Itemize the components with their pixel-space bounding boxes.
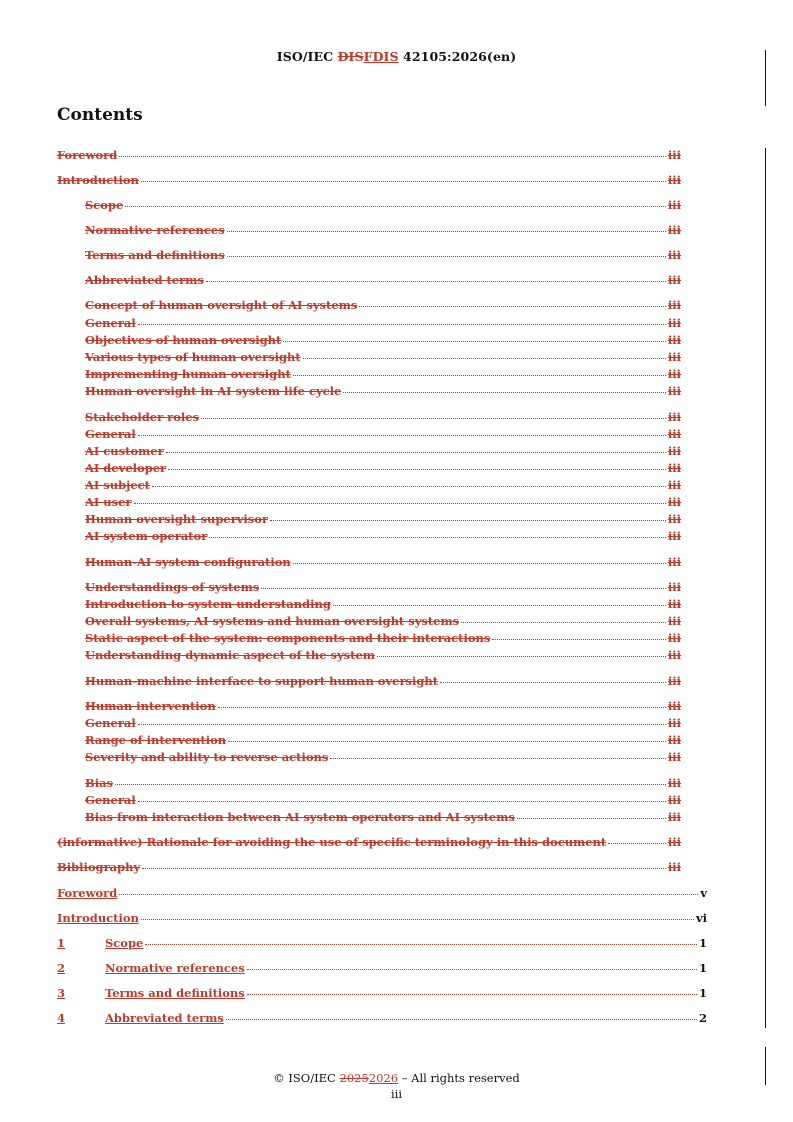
toc-entry-deleted[interactable] (57, 350, 681, 364)
dot-leader (138, 715, 666, 725)
dot-leader (119, 885, 698, 895)
toc-entry-label: Human-machine interface to support human oversight (85, 674, 439, 688)
toc-entry-page: iii (667, 860, 681, 874)
header-suffix: 42105:2026(en) (398, 49, 517, 64)
toc-entry-label: Imprementing human oversight (85, 367, 291, 381)
dot-leader (134, 494, 666, 504)
dot-leader (201, 409, 666, 419)
change-bar (765, 50, 766, 106)
toc-entry-page: iii (667, 555, 681, 569)
toc-entry-deleted[interactable] (57, 427, 681, 441)
toc-entry-deleted[interactable] (57, 597, 681, 611)
toc-entry-page: iii (667, 410, 681, 424)
copyright-inserted-year: 2026 (368, 1071, 399, 1085)
toc-entry-page: iii (667, 835, 681, 849)
toc-entry-label: (informative) Rationale for avoiding the use of specific terminology in this document (57, 835, 607, 849)
toc-entry-label: Bibliography (57, 860, 141, 874)
toc-entry-page: iii (667, 478, 681, 492)
change-bar (765, 148, 766, 1028)
toc-entry-page: iii (667, 674, 681, 688)
dot-leader (138, 792, 666, 802)
toc-entry-label: Human-AI system configuration (85, 555, 291, 569)
dot-leader (261, 579, 666, 589)
toc-entry-page: iii (667, 223, 681, 237)
toc-entry-page: 1 (698, 986, 707, 1000)
toc-entry-page: vi (695, 911, 707, 925)
toc-entry-label: Introduction to system understanding (85, 597, 331, 611)
document-footer (0, 1071, 793, 1101)
toc-entry-label: AI subject (85, 478, 150, 492)
toc-entry-page: iii (667, 248, 681, 262)
dot-leader (293, 554, 666, 564)
toc-entry-label: Understandings of systems (85, 580, 260, 594)
toc-entry-page: v (700, 886, 707, 900)
dot-leader (247, 985, 697, 995)
dot-leader (461, 613, 666, 623)
toc-entry-inserted[interactable] (57, 911, 707, 925)
toc-entry-deleted[interactable] (57, 316, 681, 330)
toc-entry-deleted[interactable] (57, 273, 681, 287)
toc-entry-page: iii (667, 716, 681, 730)
dot-leader (283, 332, 666, 342)
toc-entry-label: General (85, 316, 136, 330)
dot-leader (343, 383, 666, 393)
toc-entry-deleted[interactable] (57, 614, 681, 628)
dot-leader (166, 443, 666, 453)
toc-entry-page: iii (667, 750, 681, 764)
toc-entry-page: iii (667, 580, 681, 594)
toc-entry-label: Foreword (57, 886, 118, 900)
header-inserted-text: FDIS (363, 49, 399, 64)
dot-leader (247, 960, 697, 970)
copyright-deleted-year: 2025 (339, 1071, 369, 1085)
toc-entry-page: iii (667, 367, 681, 381)
toc-entry-deleted[interactable] (57, 384, 681, 398)
dot-leader (377, 647, 666, 657)
toc-entry-page: iii (667, 793, 681, 807)
toc-entry-inserted[interactable] (57, 886, 707, 900)
toc-entry-page: iii (667, 631, 681, 645)
toc-entry-deleted[interactable] (57, 793, 681, 807)
dot-leader (218, 698, 666, 708)
toc-entry-page: iii (667, 333, 681, 347)
toc-entry-deleted[interactable] (57, 173, 681, 187)
dot-leader (115, 775, 666, 785)
header-prefix: ISO/IEC (276, 49, 338, 64)
toc-entry-label: Scope (85, 198, 124, 212)
document-header (0, 49, 793, 64)
toc-entry-page: 1 (698, 936, 707, 950)
copyright-line (0, 1071, 793, 1085)
dot-leader (227, 247, 666, 257)
toc-entry-page: iii (667, 316, 681, 330)
section-number: 4 (57, 1011, 66, 1025)
dot-leader (359, 297, 666, 307)
toc-entry-label: Static aspect of the system: components and their interactions (85, 631, 491, 645)
header-deleted-text: DIS (337, 49, 364, 64)
toc-entry-deleted[interactable] (57, 648, 681, 662)
toc-entry-page: iii (667, 173, 681, 187)
toc-entry-deleted[interactable] (57, 298, 681, 312)
toc-entry-deleted[interactable] (57, 529, 681, 543)
section-number: 1 (57, 936, 66, 950)
toc-entry-deleted[interactable] (57, 478, 681, 492)
dot-leader (440, 673, 666, 683)
toc-entry-page: iii (667, 495, 681, 509)
toc-entry-deleted[interactable] (57, 444, 681, 458)
toc-entry-label: AI user (85, 495, 132, 509)
toc-entry-label: Foreword (57, 148, 118, 162)
toc-entry-label: AI customer (85, 444, 164, 458)
dot-leader (226, 1010, 697, 1020)
dot-leader (293, 366, 666, 376)
toc-entry-label: Human oversight in AI system life cycle (85, 384, 342, 398)
toc-entry-label: General (85, 716, 136, 730)
dot-leader (227, 222, 666, 232)
toc-entry-deleted[interactable] (57, 555, 681, 569)
toc-entry-label: Objectives of human oversight (85, 333, 282, 347)
toc-entry-page: iii (667, 350, 681, 364)
toc-entry-label: General (85, 793, 136, 807)
toc-entry-label: Abbreviated terms (85, 273, 204, 287)
toc-entry-deleted[interactable] (57, 750, 681, 764)
toc-entry-deleted[interactable] (57, 733, 681, 747)
toc-entry-label: Bias from interaction between AI system operators and AI systems (85, 810, 515, 824)
toc-entry-label: General (85, 427, 136, 441)
toc-entry-deleted[interactable] (57, 248, 681, 262)
toc-entry-deleted[interactable] (57, 495, 681, 509)
toc-entry-label: Stakeholder roles (85, 410, 200, 424)
toc-entry-label: AI developer (85, 461, 167, 475)
toc-entry-page: iii (667, 810, 681, 824)
toc-entry-label: Concept of human oversight of AI systems (85, 298, 358, 312)
toc-entry-page: iii (667, 148, 681, 162)
toc-entry-label: Abbreviated terms (105, 1011, 224, 1025)
toc-entry-page: iii (667, 776, 681, 790)
toc-entry-page: iii (667, 461, 681, 475)
dot-leader (168, 460, 666, 470)
toc-entry-page: iii (667, 384, 681, 398)
dot-leader (119, 147, 666, 157)
toc-entry-deleted[interactable] (57, 410, 681, 424)
toc-entry-label: Terms and definitions (105, 986, 245, 1000)
toc-entry-deleted[interactable] (57, 860, 681, 874)
dot-leader (270, 511, 666, 521)
toc-entry-label: Terms and definitions (85, 248, 225, 262)
dot-leader (138, 426, 666, 436)
section-number: 2 (57, 961, 66, 975)
toc-entry-deleted[interactable] (57, 716, 681, 730)
toc-entry-deleted[interactable] (57, 198, 681, 212)
toc-entry-page: 2 (698, 1011, 707, 1025)
toc-entry-label: Overall systems, AI systems and human oversight systems (85, 614, 460, 628)
toc-entry-deleted[interactable] (57, 333, 681, 347)
dot-leader (141, 910, 694, 920)
toc-entry-page: iii (667, 444, 681, 458)
section-number: 3 (57, 986, 66, 1000)
dot-leader (152, 477, 666, 487)
toc-entry-deleted[interactable] (57, 223, 681, 237)
toc-entry-label: Normative references (105, 961, 245, 975)
dot-leader (228, 732, 666, 742)
dot-leader (209, 528, 666, 538)
toc-entry-deleted[interactable] (57, 580, 681, 594)
toc-entry-deleted[interactable] (57, 461, 681, 475)
toc-entry-page: iii (667, 427, 681, 441)
copyright-prefix: © ISO/IEC (273, 1071, 340, 1085)
toc-entry-inserted[interactable] (57, 1011, 707, 1025)
dot-leader (517, 809, 666, 819)
page-number: iii (390, 1087, 403, 1101)
toc-entry-deleted[interactable] (57, 148, 681, 162)
toc-entry-label: Introduction (57, 173, 139, 187)
toc-entry-label: Introduction (57, 911, 139, 925)
toc-entry-deleted[interactable] (57, 367, 681, 381)
dot-leader (138, 315, 666, 325)
dot-leader (142, 859, 666, 869)
dot-leader (125, 197, 666, 207)
toc-entry-page: 1 (698, 961, 707, 975)
toc-entry-label: Human intervention (85, 699, 216, 713)
toc-entry-page: iii (667, 733, 681, 747)
dot-leader (608, 834, 666, 844)
toc-entry-label: Range of intervention (85, 733, 227, 747)
toc-entry-label: Various types of human oversight (85, 350, 301, 364)
toc-entry-deleted[interactable] (57, 674, 681, 688)
copyright-suffix: – All rights reserved (398, 1071, 520, 1085)
dot-leader (141, 172, 666, 182)
toc-entry-label: Normative references (85, 223, 225, 237)
toc-entry-label: Severity and ability to reverse actions (85, 750, 329, 764)
dot-leader (145, 935, 697, 945)
toc-entry-inserted[interactable] (57, 961, 707, 975)
toc-entry-label: Understanding dynamic aspect of the system (85, 648, 375, 662)
toc-entry-deleted[interactable] (57, 835, 681, 849)
dot-leader (333, 596, 666, 606)
toc-entry-page: iii (667, 298, 681, 312)
toc-entry-label: Scope (105, 936, 144, 950)
toc-entry-deleted[interactable] (57, 512, 681, 526)
toc-entry-inserted[interactable] (57, 936, 707, 950)
dot-leader (206, 272, 666, 282)
dot-leader (492, 630, 666, 640)
toc-entry-label: Human oversight supervisor (85, 512, 269, 526)
toc-entry-label: Bias (85, 776, 114, 790)
toc-entry-label: AI system operator (85, 529, 208, 543)
toc-entry-page: iii (667, 529, 681, 543)
toc-entry-page: iii (667, 273, 681, 287)
toc-entry-page: iii (667, 699, 681, 713)
toc-entry-deleted[interactable] (57, 631, 681, 645)
toc-entry-page: iii (667, 597, 681, 611)
toc-entry-page: iii (667, 614, 681, 628)
toc-entry-page: iii (667, 198, 681, 212)
toc-entry-deleted[interactable] (57, 776, 681, 790)
toc-entry-deleted[interactable] (57, 810, 681, 824)
toc-entry-inserted[interactable] (57, 986, 707, 1000)
dot-leader (303, 349, 666, 359)
contents-title: Contents (57, 105, 143, 125)
toc-entry-page: iii (667, 648, 681, 662)
toc-entry-deleted[interactable] (57, 699, 681, 713)
dot-leader (330, 749, 666, 759)
toc-entry-page: iii (667, 512, 681, 526)
